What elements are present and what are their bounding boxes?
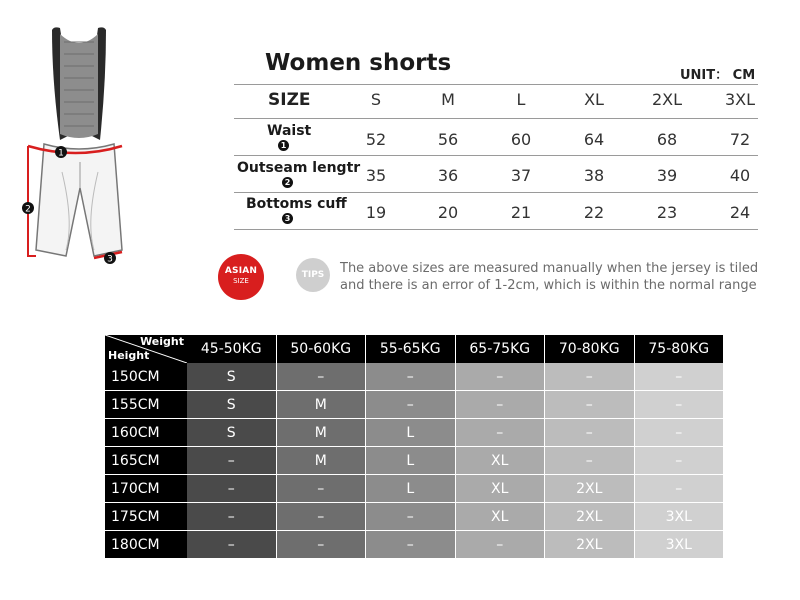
grid-cell: L xyxy=(366,447,455,474)
tips-text xyxy=(340,260,758,294)
grid-cell: – xyxy=(456,363,545,390)
grid-cell: – xyxy=(187,503,276,530)
tips-line-1: The above sizes are measured manually when the jersey is tiled xyxy=(340,261,759,276)
grid-cell: – xyxy=(456,419,545,446)
row-badge-2: 2 xyxy=(282,177,293,188)
grid-cell: 2XL xyxy=(545,503,634,530)
grid-cell: S xyxy=(187,391,276,418)
size-col-header: M xyxy=(441,90,455,109)
grid-cell: – xyxy=(366,391,455,418)
corner-height-label: Height xyxy=(108,349,150,362)
weight-col-header: 65-75KG xyxy=(456,335,545,363)
table-cell: 35 xyxy=(365,166,387,185)
grid-cell: L xyxy=(366,475,455,502)
grid-cell: – xyxy=(187,447,276,474)
tips-icon: TIPS xyxy=(296,258,330,292)
marker-1: 1 xyxy=(58,148,64,159)
table-rule xyxy=(234,192,758,193)
table-cell: 52 xyxy=(365,130,387,149)
row-label-waist xyxy=(237,124,333,151)
table-cell: 60 xyxy=(510,130,532,149)
row-label-text: Waist xyxy=(267,123,312,139)
table-cell: 64 xyxy=(583,130,605,149)
grid-cell: S xyxy=(187,419,276,446)
row-badge-3: 3 xyxy=(282,213,293,224)
marker-3: 3 xyxy=(107,254,113,265)
asian-size-badge xyxy=(218,254,264,300)
grid-cell: – xyxy=(366,503,455,530)
height-row-header: 155CM xyxy=(105,391,187,418)
grid-cell: – xyxy=(635,391,724,418)
table-cell: 19 xyxy=(365,203,387,222)
bib-shorts-illustration xyxy=(14,22,164,272)
weight-col-header: 70-80KG xyxy=(545,335,634,363)
grid-cell: – xyxy=(277,503,366,530)
table-rule xyxy=(234,155,758,156)
size-col-header: S xyxy=(370,90,382,109)
height-row-header: 180CM xyxy=(105,531,187,558)
grid-cell: – xyxy=(635,363,724,390)
shorts-body xyxy=(36,144,122,256)
asian-badge-line2: SIZE xyxy=(233,277,249,285)
row-badge-1: 1 xyxy=(278,140,289,151)
table-cell: 21 xyxy=(510,203,532,222)
table-cell: 39 xyxy=(656,166,678,185)
size-col-header: 2XL xyxy=(651,90,683,109)
table-cell: 68 xyxy=(656,130,678,149)
grid-cell: 3XL xyxy=(635,503,724,530)
grid-cell: – xyxy=(545,391,634,418)
grid-cell: – xyxy=(545,363,634,390)
grid-cell: XL xyxy=(456,475,545,502)
table-cell: 22 xyxy=(583,203,605,222)
table-rule-bottom xyxy=(234,229,758,230)
size-col-header: L xyxy=(516,90,526,109)
grid-cell: – xyxy=(635,447,724,474)
height-row-header: 170CM xyxy=(105,475,187,502)
grid-cell: XL xyxy=(456,503,545,530)
size-col-header: XL xyxy=(584,90,604,109)
asian-badge-line1: ASIAN xyxy=(224,266,258,276)
table-cell: 38 xyxy=(583,166,605,185)
grid-cell: – xyxy=(277,475,366,502)
table-cell: 23 xyxy=(656,203,678,222)
outseam-line xyxy=(28,146,36,256)
grid-cell: – xyxy=(456,531,545,558)
grid-cell: – xyxy=(366,363,455,390)
table-cell: 20 xyxy=(437,203,459,222)
grid-cell: 2XL xyxy=(545,475,634,502)
grid-corner-header xyxy=(105,335,187,363)
table-cell: 36 xyxy=(437,166,459,185)
size-header: SIZE xyxy=(268,90,311,110)
grid-cell: – xyxy=(635,475,724,502)
height-row-header: 175CM xyxy=(105,503,187,530)
corner-weight-label: Weight xyxy=(140,335,184,348)
table-cell: 72 xyxy=(729,130,751,149)
grid-cell: 3XL xyxy=(635,531,724,558)
row-label-cuff xyxy=(246,197,347,224)
row-label-text: Outseam lengtr xyxy=(237,160,361,176)
weight-col-header: 55-65KG xyxy=(366,335,455,363)
grid-cell: – xyxy=(366,531,455,558)
grid-cell: L xyxy=(366,419,455,446)
size-col-header: 3XL xyxy=(724,90,756,109)
grid-cell: – xyxy=(545,447,634,474)
grid-cell: – xyxy=(187,475,276,502)
grid-cell: XL xyxy=(456,447,545,474)
grid-cell: S xyxy=(187,363,276,390)
table-cell: 24 xyxy=(729,203,751,222)
grid-cell: – xyxy=(277,531,366,558)
row-label-text: Bottoms cuff xyxy=(246,196,347,212)
unit-label: UNIT： CM xyxy=(680,68,756,83)
grid-cell: – xyxy=(187,531,276,558)
table-rule-top xyxy=(234,84,758,85)
height-row-header: 165CM xyxy=(105,447,187,474)
table-cell: 56 xyxy=(437,130,459,149)
height-row-header: 160CM xyxy=(105,419,187,446)
grid-cell: M xyxy=(277,447,366,474)
marker-2: 2 xyxy=(25,204,31,215)
grid-cell: 2XL xyxy=(545,531,634,558)
row-label-outseam xyxy=(237,161,360,188)
weight-col-header: 50-60KG xyxy=(277,335,366,363)
grid-cell: – xyxy=(635,419,724,446)
weight-col-header: 45-50KG xyxy=(187,335,276,363)
grid-cell: M xyxy=(277,391,366,418)
tips-line-2: and there is an error of 1-2cm, which is within the normal range xyxy=(340,278,757,293)
table-cell: 40 xyxy=(729,166,751,185)
grid-cell: – xyxy=(456,391,545,418)
weight-height-size-grid xyxy=(105,335,725,560)
table-rule xyxy=(234,118,758,119)
mesh-panel xyxy=(60,34,98,138)
table-title: Women shorts xyxy=(265,50,452,76)
weight-col-header: 75-80KG xyxy=(635,335,724,363)
grid-cell: – xyxy=(277,363,366,390)
height-row-header: 150CM xyxy=(105,363,187,390)
grid-cell: M xyxy=(277,419,366,446)
grid-cell: – xyxy=(545,419,634,446)
table-cell: 37 xyxy=(510,166,532,185)
